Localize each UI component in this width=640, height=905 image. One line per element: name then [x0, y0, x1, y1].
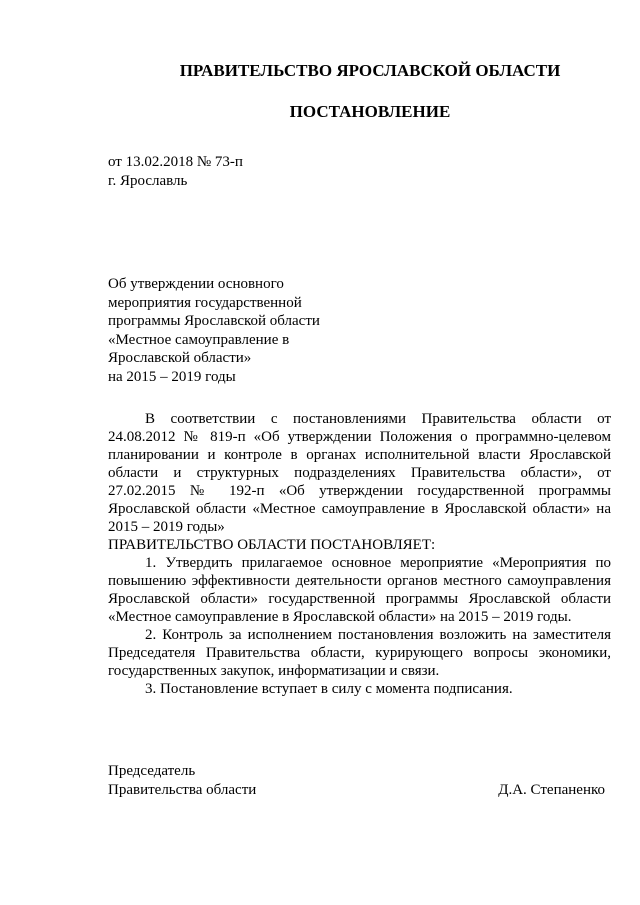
signatory-title-line-1: Председатель	[108, 763, 196, 779]
resolves-line: ПРАВИТЕЛЬСТВО ОБЛАСТИ ПОСТАНОВЛЯЕТ:	[108, 537, 436, 553]
date-number: от 13.02.2018 № 73-п	[108, 154, 243, 170]
subject-line: программы Ярославской области	[108, 313, 320, 330]
item-2-paragraph: 2. Контроль за исполнением постановления возложить на заместителя Председателя Правительства области, курирующего вопросы экономики, государственных закупок, информатизации и связи.	[108, 627, 611, 679]
subject-line: Ярославской области»	[108, 350, 252, 367]
document-meta	[108, 153, 243, 191]
signatory-title-line-2: Правительства области	[108, 782, 257, 798]
preamble-paragraph: В соответствии с постановлениями Правительства области от 24.08.2012 № 819-п «Об утверждении Положения о программно-целевом планировании и контроле в органах исполнительной власти Ярославской области и структурных подразделениях Правительства области», от 27.02.2015 № 192-п «Об утверждении государственной программы Ярославской области «Местное самоуправление в Ярославской области» на 2015 – 2019 годы»	[108, 411, 611, 535]
subject-line: на 2015 – 2019 годы	[108, 368, 236, 385]
signature-row	[108, 781, 605, 800]
signature-block	[108, 762, 605, 800]
document-body	[108, 410, 611, 698]
subject-line: мероприятия государственной	[108, 294, 302, 311]
subject-line: «Местное самоуправление в	[108, 331, 290, 348]
signatory-name: Д.А. Степаненко	[498, 782, 605, 798]
government-title: ПРАВИТЕЛЬСТВО ЯРОСЛАВСКОЙ ОБЛАСТИ	[179, 61, 561, 80]
subject-line: Об утверждении основного	[108, 276, 284, 292]
document-subject	[108, 275, 320, 387]
item-3-paragraph: 3. Постановление вступает в силу с момента подписания.	[145, 681, 513, 697]
city: г. Ярославль	[108, 173, 188, 189]
item-1-paragraph: 1. Утвердить прилагаемое основное мероприятие «Мероприятия по повышению эффективности деятельности органов местного самоуправления Ярославской области» государственной программы Ярославской области «Местное самоуправление в Ярославской области» на 2015 – 2019 годы.	[108, 555, 611, 625]
document-type: ПОСТАНОВЛЕНИЕ	[289, 102, 451, 121]
